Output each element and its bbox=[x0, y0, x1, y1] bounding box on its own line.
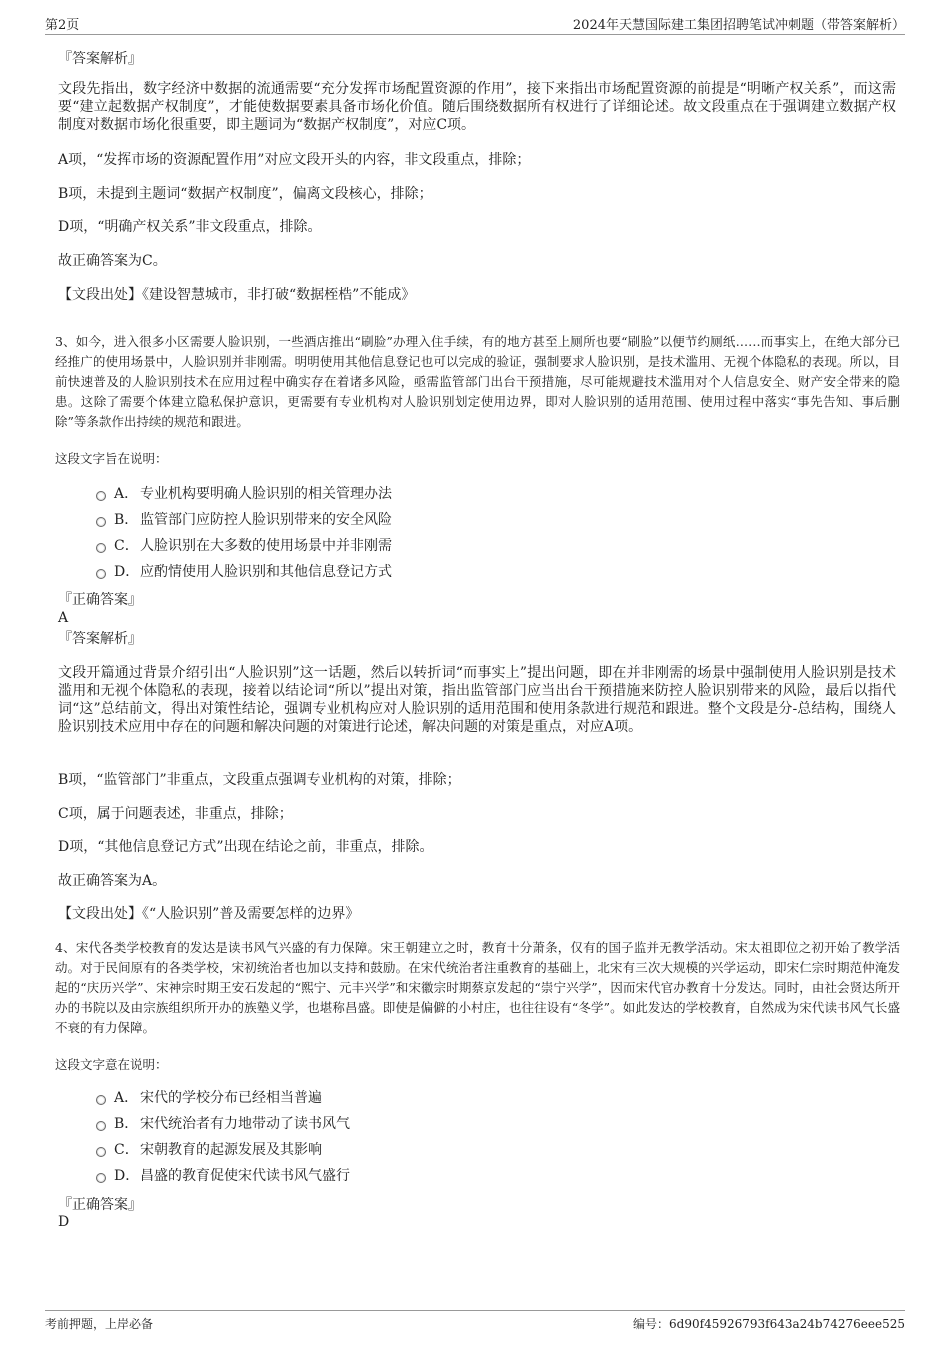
q3-prompt: 这段文字旨在说明： bbox=[55, 451, 168, 466]
q4-answer-label: 『正确答案』 bbox=[58, 1197, 142, 1213]
q3-option-b[interactable]: B． 监管部门应防控人脸识别带来的安全风险 bbox=[96, 510, 392, 530]
q4-option-b[interactable]: B． 宋代统治者有力地带动了读书风气 bbox=[96, 1114, 350, 1134]
q3-option-b-note: B项，“监管部门”非重点，文段重点强调专业机构的对策，排除； bbox=[58, 772, 461, 788]
q4-passage: 4、宋代各类学校教育的发达是读书风气兴盛的有力保障。宋王朝建立之时，教育十分萧条，仅有的国子监并无教学活动。宋太祖即位之初开始了教学活动。对于民间原有的各类学校，宋初统治者也加以支持和鼓励。在宋代统治者注重教育的基础上，北宋有三次大规模的兴学运动，即宋仁宗时期范仲淹发起的“庆历兴学”、宋神宗时期王安石发起的“熙宁、元丰兴学”和宋徽宗时期蔡京发起的“崇宁兴学”，因而宋代官办教育十分发达。同时，由社会贤达所开办的书院以及由宗族组织所开办的族塾义学，也堪称昌盛。即使是偏僻的小村庄，也往往设有“冬学”。如此发达的学校教育，自然成为宋代读书风气长盛不衰的有力保障。 bbox=[55, 940, 900, 1035]
q3-answer: A bbox=[58, 610, 69, 626]
q2-option-b-note: B项，未提到主题词“数据产权制度”，偏离文段核心，排除； bbox=[58, 186, 433, 202]
q3-answer-label: 『正确答案』 bbox=[58, 592, 142, 608]
q3-option-c[interactable]: C．人脸识别在大多数的使用场景中并非刚需 bbox=[96, 536, 392, 556]
q4-prompt: 这段文字意在说明： bbox=[55, 1057, 168, 1072]
q2-analysis-label: 『答案解析』 bbox=[58, 51, 142, 67]
q4-option-c[interactable]: C．宋朝教育的起源发展及其影响 bbox=[96, 1140, 322, 1160]
q3-source: 【文段出处】《“人脸识别”普及需要怎样的边界》 bbox=[58, 906, 360, 922]
footer-slogan: 考前押题，上岸必备 bbox=[45, 1317, 154, 1331]
q2-option-d-note: D项，“明确产权关系”非文段重点，排除。 bbox=[58, 219, 322, 235]
document-title: 2024年天慧国际建工集团招聘笔试冲刺题（带答案解析） bbox=[572, 18, 905, 33]
q3-analysis-label: 『答案解析』 bbox=[58, 631, 142, 647]
q2-analysis: 文段先指出，数字经济中数据的流通需要“充分发挥市场配置资源的作用”，接下来指出市场配置资源的前提是“明晰产权关系”，而这需要“建立起数据产权制度”，才能使数据要素具备市场化价值。随后围绕数据所有权进行了详细论述。故文段重点在于强调建立数据产权制度对数据市场化很重要，即主题词为“数据产权制度”，对应C项。 bbox=[58, 81, 896, 133]
q4-option-d[interactable]: D．昌盛的教育促使宋代读书风气盛行 bbox=[96, 1166, 350, 1186]
page-number: 第2页 bbox=[45, 18, 80, 33]
radio-icon[interactable] bbox=[96, 569, 106, 579]
q2-option-a-note: A项，“发挥市场的资源配置作用”对应文段开头的内容，非文段重点，排除； bbox=[58, 152, 531, 168]
q3-passage: 3、如今，进入很多小区需要人脸识别，一些酒店推出“刷脸”办理入住手续，有的地方甚至上厕所也要“刷脸”以便节约厕纸……而事实上，在绝大部分已经推广的使用场景中，人脸识别并非刚需。明明使用其他信息登记也可以完成的验证，强制要求人脸识别，是技术滥用、无视个体隐私的表现。所以，目前快速普及的人脸识别技术在应用过程中确实存在着诸多风险，亟需监管部门出台干预措施，尽可能规避技术滥用对个人信息安全、财产安全带来的隐患。这除了需要个体建立隐私保护意识，更需要有专业机构对人脸识别划定使用边界，即对人脸识别的适用范围、使用过程中落实“事先告知、事后删除”等条款作出持续的规范和跟进。 bbox=[55, 334, 900, 429]
q4-answer: D bbox=[58, 1214, 70, 1230]
q3-option-d[interactable]: D．应酌情使用人脸识别和其他信息登记方式 bbox=[96, 562, 392, 582]
page-header bbox=[45, 14, 905, 35]
radio-icon[interactable] bbox=[96, 517, 106, 527]
radio-icon[interactable] bbox=[96, 1173, 106, 1183]
q3-option-a[interactable]: A． 专业机构要明确人脸识别的相关管理办法 bbox=[96, 484, 392, 504]
q3-option-d-note: D项，“其他信息登记方式”出现在结论之前，非重点，排除。 bbox=[58, 839, 434, 855]
q3-conclusion: 故正确答案为A。 bbox=[58, 873, 167, 889]
radio-icon[interactable] bbox=[96, 1147, 106, 1157]
radio-icon[interactable] bbox=[96, 1121, 106, 1131]
q4-option-a[interactable]: A． 宋代的学校分布已经相当普遍 bbox=[96, 1088, 322, 1108]
radio-icon[interactable] bbox=[96, 491, 106, 501]
q3-option-c-note: C项，属于问题表述，非重点，排除； bbox=[58, 806, 293, 822]
q2-conclusion: 故正确答案为C。 bbox=[58, 253, 167, 269]
footer-code: 编号：6d90f45926793f643a24b74276eee525 bbox=[633, 1317, 905, 1331]
q3-analysis: 文段开篇通过背景介绍引出“人脸识别”这一话题，然后以转折词“而事实上”提出问题，即在并非刚需的场景中强制使用人脸识别是技术滥用和无视个体隐私的表现，接着以结论词“所以”提出对策，指出监管部门应当出台干预措施来防控人脸识别带来的风险，最后以指代词“这”总结前文，得出对策性结论，强调专业机构应对人脸识别的适用范围和使用条款进行规范和跟进。整个文段是分-总结构，围绕人脸识别技术应用中存在的问题和解决问题的对策进行论述，解决问题的对策是重点，对应A项。 bbox=[58, 665, 896, 735]
q2-source: 【文段出处】《建设智慧城市，非打破“数据桎梏”不能成》 bbox=[58, 287, 416, 303]
page-footer bbox=[45, 1310, 905, 1335]
radio-icon[interactable] bbox=[96, 1095, 106, 1105]
radio-icon[interactable] bbox=[96, 543, 106, 553]
